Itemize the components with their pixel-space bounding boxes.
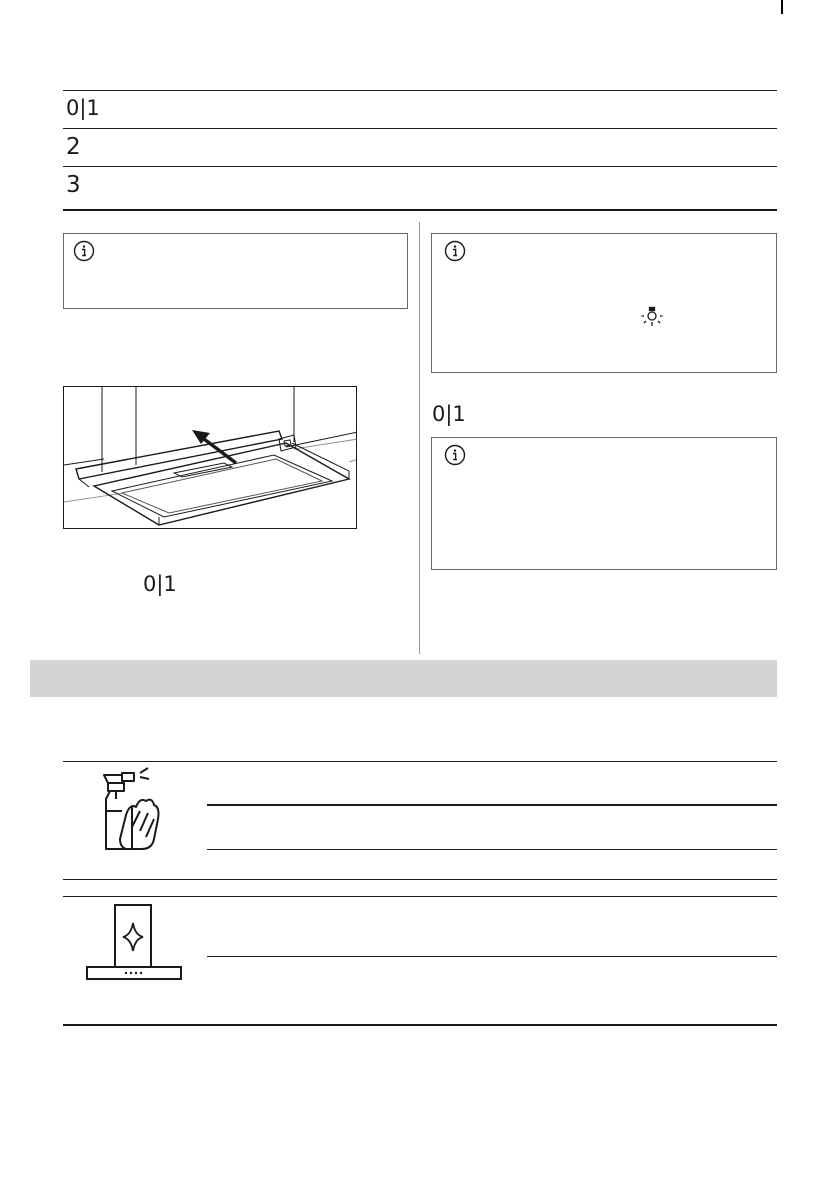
hood-drawing <box>64 387 357 529</box>
table-bottom-rule <box>63 209 777 211</box>
info-icon <box>73 240 95 262</box>
spray-cleaning-icon <box>96 767 166 853</box>
info-icon <box>444 240 466 262</box>
table-rule <box>207 849 777 850</box>
table-rule <box>207 804 777 806</box>
symbol-speed-3: 3 <box>66 172 81 198</box>
table-rule <box>63 90 777 91</box>
symbol-on-off-inline: 0|1 <box>143 572 177 596</box>
page-tab-marker <box>781 0 783 14</box>
symbol-on-off-heading: 0|1 <box>432 402 466 426</box>
info-icon <box>444 444 466 466</box>
table-rule <box>63 761 777 762</box>
info-note-box <box>63 233 408 309</box>
hood-illustration <box>63 386 357 529</box>
symbol-on-off: 0|1 <box>66 96 100 120</box>
table-bottom-rule <box>63 1024 777 1026</box>
info-note-box-2 <box>431 437 777 570</box>
symbol-speed-2: 2 <box>66 134 81 160</box>
table-rule <box>63 896 777 897</box>
lamp-icon <box>640 306 664 330</box>
table-rule <box>63 128 777 129</box>
table-rule <box>63 879 777 880</box>
table-rule <box>207 956 777 957</box>
table-rule <box>63 166 777 167</box>
column-divider <box>419 222 420 654</box>
section-header-band <box>30 660 777 697</box>
info-note-box-lamp <box>431 233 777 373</box>
hood-shine-icon <box>84 903 184 983</box>
